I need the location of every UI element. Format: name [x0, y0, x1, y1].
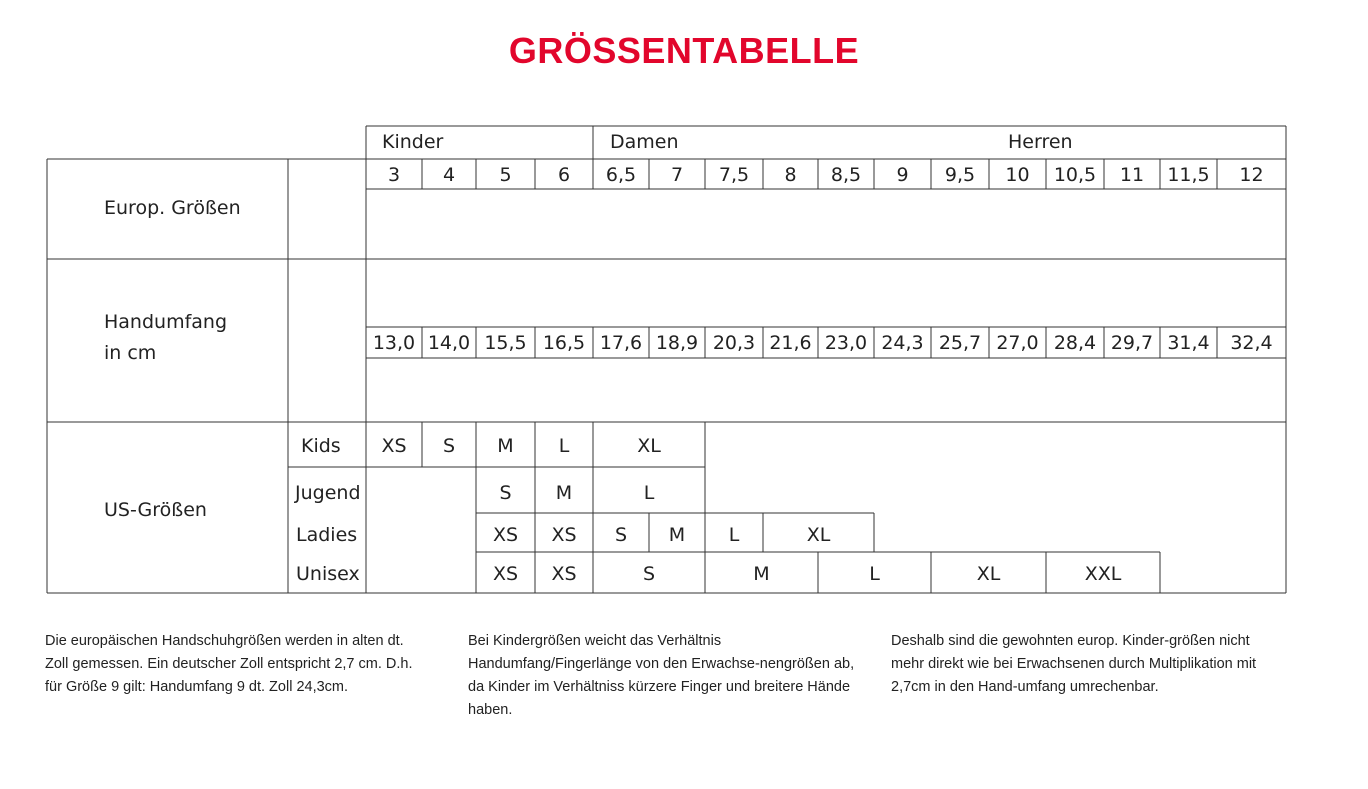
- handumfang-cell: 13,0: [372, 332, 416, 354]
- note-umrechnung: Deshalb sind die gewohnten europ. Kinder-größen nicht mehr direkt wie bei Erwachsenen durch Multiplikation mit 2,7cm in den Hand-umfang umrechenbar.: [891, 633, 1257, 695]
- us-unisex-size: XL: [976, 563, 1001, 585]
- handumfang-cell: 16,5: [542, 332, 586, 354]
- handumfang-cell: 20,3: [712, 332, 756, 354]
- europ-size-cell: 10,5: [1053, 164, 1097, 186]
- europ-size-cell: 8: [784, 164, 797, 186]
- us-ladies-size: L: [728, 524, 740, 546]
- europ-size-cell: 4: [442, 164, 456, 186]
- us-unisex-size: S: [642, 563, 656, 585]
- europ-size-cell: 7,5: [718, 164, 750, 186]
- us-jugend-size: S: [499, 482, 512, 504]
- us-ladies-size: S: [614, 524, 628, 546]
- us-label-unisex: Unisex: [296, 563, 360, 585]
- europ-size-cell: 5: [499, 164, 512, 186]
- us-label-jugend: Jugend: [295, 482, 361, 504]
- europ-size-cell: 8,5: [830, 164, 862, 186]
- us-ladies-size: XS: [551, 524, 577, 546]
- handumfang-cell: 27,0: [996, 332, 1039, 354]
- europ-size-cell: 9,5: [944, 164, 976, 186]
- handumfang-cell: 21,6: [769, 332, 812, 354]
- europ-size-cell: 6: [557, 164, 571, 186]
- us-ladies-size: XL: [806, 524, 831, 546]
- us-unisex-size: XS: [492, 563, 519, 585]
- row-label-hand-1: Handumfang: [104, 311, 228, 333]
- europ-size-cell: 11: [1119, 164, 1145, 186]
- handumfang-cell: 25,7: [938, 332, 982, 354]
- europ-size-cell: 7: [670, 164, 684, 186]
- us-unisex-size: XXL: [1084, 563, 1122, 585]
- handumfang-cell: 28,4: [1053, 332, 1097, 354]
- note-zoll: Die europäischen Handschuhgrößen werden in alten dt. Zoll gemessen. Ein deutscher Zoll entspricht 2,7 cm. D.h. für Größe 9 gilt: Handumfang 9 dt. Zoll 24,3cm.: [45, 633, 413, 695]
- handumfang-cell: 29,7: [1110, 332, 1154, 354]
- handumfang-cell: 32,4: [1230, 332, 1273, 354]
- us-kids-size: M: [497, 435, 514, 457]
- us-unisex-size: XS: [551, 563, 577, 585]
- handumfang-cell: 15,5: [484, 332, 527, 354]
- us-label-kids: Kids: [301, 435, 341, 457]
- us-unisex-size: L: [869, 563, 880, 585]
- handumfang-cell: 18,9: [655, 332, 699, 354]
- europ-size-cell: 9: [896, 164, 909, 186]
- header-herren: Herren: [1008, 131, 1073, 153]
- note-kindergroessen: Bei Kindergrößen weicht das Verhältnis Handumfang/Fingerlänge von den Erwachse-nengrößen ab, da Kinder im Verhältniss kürzere Finger und breitere Hände haben.: [468, 633, 855, 718]
- handumfang-cell: 17,6: [599, 332, 643, 354]
- europ-size-cell: 12: [1239, 164, 1264, 186]
- handumfang-cell: 24,3: [881, 332, 924, 354]
- us-jugend-size: M: [555, 482, 573, 504]
- us-unisex-size: M: [753, 563, 770, 585]
- europ-size-cell: 10: [1005, 164, 1030, 186]
- handumfang-cell: 23,0: [824, 332, 868, 354]
- us-kids-size: XL: [637, 435, 661, 457]
- us-ladies-size: XS: [492, 524, 519, 546]
- row-label-europ: Europ. Größen: [104, 197, 241, 219]
- us-kids-size: S: [442, 435, 456, 457]
- row-label-us: US-Größen: [104, 499, 207, 521]
- header-damen: Damen: [610, 131, 679, 153]
- us-kids-size: L: [558, 435, 570, 457]
- row-label-hand-2: in cm: [104, 342, 157, 364]
- page-title: GRÖSSENTABELLE: [508, 30, 860, 71]
- europ-size-cell: 11,5: [1167, 164, 1210, 186]
- us-jugend-size: L: [643, 482, 655, 504]
- us-label-ladies: Ladies: [296, 524, 358, 546]
- us-kids-size: XS: [381, 435, 407, 457]
- handumfang-cell: 31,4: [1167, 332, 1210, 354]
- europ-size-cell: 6,5: [605, 164, 637, 186]
- us-ladies-size: M: [668, 524, 686, 546]
- header-kinder: Kinder: [382, 131, 444, 153]
- europ-size-cell: 3: [387, 164, 401, 186]
- handumfang-cell: 14,0: [427, 332, 471, 354]
